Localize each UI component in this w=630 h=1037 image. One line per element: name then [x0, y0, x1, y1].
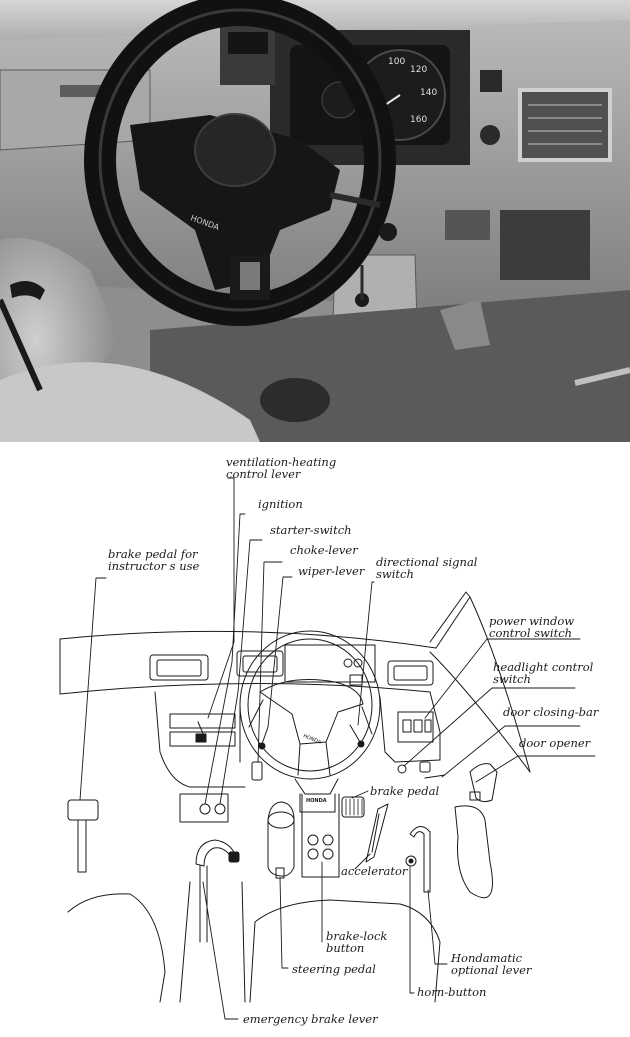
label-door-opener: door opener [519, 736, 591, 750]
svg-text:HONDA: HONDA [306, 798, 327, 804]
speedo-tick-140: 140 [420, 88, 438, 98]
label-brake-pedal: brake pedal [370, 784, 440, 798]
dashboard-photo [0, 0, 630, 442]
label-emergency-brake-lever: emergency brake lever [243, 1012, 378, 1026]
label-wiper-lever: wiper-lever [298, 564, 365, 578]
label-power-window-switch: power window control switch [489, 614, 575, 640]
label-accelerator: accelerator [341, 864, 408, 878]
label-hondamatic-lever: Hondamatic optional lever [451, 951, 532, 977]
dashboard-outline [60, 631, 436, 648]
label-directional-signal-switch: directional signal switch [376, 555, 478, 581]
label-ignition: ignition [258, 497, 303, 511]
label-headlight-control-switch: headlight control switch [493, 660, 594, 686]
label-brake-pedal-instructor: brake pedal for instructor s use [108, 547, 200, 573]
label-starter-switch: starter-switch [270, 523, 352, 537]
label-steering-pedal: steering pedal [292, 962, 376, 976]
air-vent [520, 90, 610, 160]
label-door-closing-bar: door closing-bar [503, 705, 599, 719]
label-ventilation-heating-lever: ventilation-heating control lever [226, 455, 337, 481]
label-horn-button: horn-button [417, 985, 487, 999]
label-brake-lock-button: brake-lock button [326, 929, 388, 955]
speedo-tick-160: 160 [410, 115, 428, 125]
diagram-wheel-badge: HONDA [302, 733, 322, 746]
label-choke-lever: choke-lever [290, 543, 358, 557]
speedo-tick-100: 100 [388, 57, 406, 67]
steering-wheel-badge: HONDA [189, 213, 221, 233]
right-vent [388, 661, 433, 685]
speedo-tick-120: 120 [410, 65, 428, 75]
